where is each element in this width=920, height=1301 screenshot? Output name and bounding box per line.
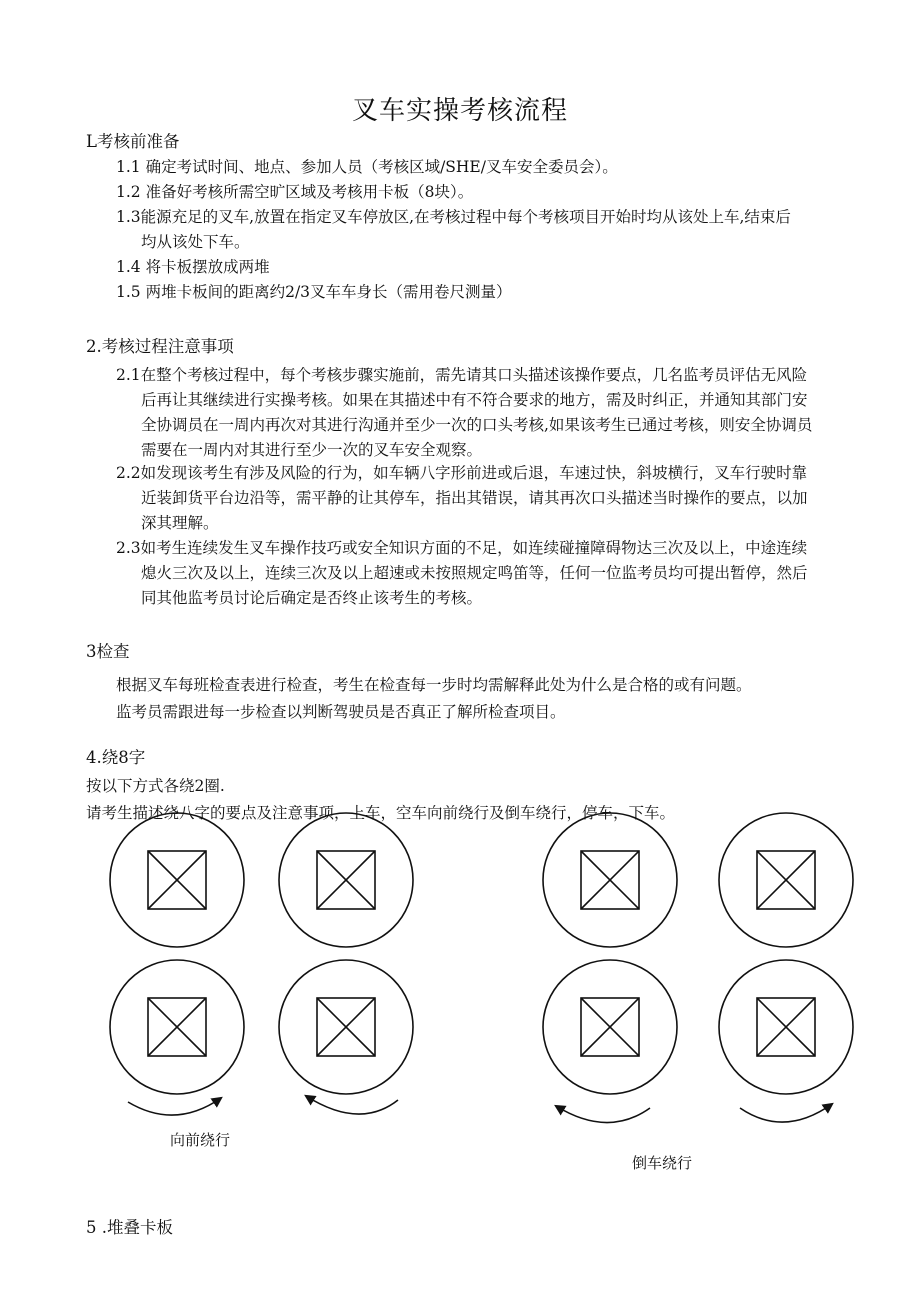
section2-line: 近装卸货平台边沿等，需平静的让其停车，指出其错误，请其再次口头描述当时操作的要点，以加 [141, 489, 808, 507]
section2-line: 同其他监考员讨论后确定是否终止该考生的考核。 [141, 589, 483, 607]
pallet-stack-reverse-left [543, 813, 677, 1094]
section2-line: 熄火三次及以上，连续三次及以上超速或未按照规定鸣笛等，任何一位监考员均可提出暂停，然后 [141, 564, 808, 582]
section1-heading: L考核前准备 [86, 132, 180, 151]
pallet-stack-forward-right [279, 813, 413, 1094]
section1-item: 1.1 确定考试时间、地点、参加人员（考核区域/SHE/叉车安全委员会）。 [116, 158, 618, 176]
section1-item: 1.2 准备好考核所需空旷区域及考核用卡板（8块）。 [116, 183, 474, 201]
section2-line: 2.1在整个考核过程中，每个考核步骤实施前，需先请其口头描述该操作要点，几名监考员评估无风险 [116, 366, 808, 384]
section2-line: 2.3如考生连续发生叉车操作技巧或安全知识方面的不足，如连续碰撞障碍物达三次及以上，中途连续 [116, 539, 808, 557]
section2-line: 深其理解。 [141, 514, 219, 532]
caption-reverse: 倒车绕行 [632, 1154, 693, 1172]
reverse-arrow-left-icon [556, 1106, 650, 1123]
section1-item: 1.5 两堆卡板间的距离约2/3叉车车身长（需用卷尺测量） [116, 283, 512, 301]
caption-forward: 向前绕行 [170, 1131, 231, 1149]
pallet-stack-reverse-right [719, 813, 853, 1094]
section2-line: 需要在一周内对其进行至少一次的叉车安全观察。 [141, 441, 483, 459]
section4-line: 按以下方式各绕2圈. [86, 777, 225, 795]
section1-item: 均从该处下车。 [141, 233, 250, 251]
forward-arrow-right-icon [128, 1098, 221, 1115]
document-title: 叉车实操考核流程 [351, 96, 568, 126]
section3-heading: 3检查 [86, 642, 130, 661]
section2-line: 后再让其继续进行实操考核。如果在其描述中有不符合要求的地方，需及时纠正，并通知其部门安 [141, 391, 808, 409]
pallet-stack-forward-left [110, 813, 244, 1094]
section2-heading: 2.考核过程注意事项 [86, 337, 234, 356]
section3-line: 根据叉车每班检查表进行检查，考生在检查每一步时均需解释此处为什么是合格的或有问题。 [116, 676, 752, 694]
section1-item: 1.4 将卡板摆放成两堆 [116, 258, 270, 276]
forward-arrow-left-icon [306, 1096, 398, 1114]
section1-item: 1.3能源充足的叉车,放置在指定叉车停放区,在考核过程中每个考核项目开始时均从该处上车,结束后 [116, 208, 791, 226]
section5-heading: 5 .堆叠卡板 [86, 1218, 173, 1237]
section2-line: 全协调员在一周内再次对其进行沟通并至少一次的口头考核,如果该考生已通过考核，则安全协调员 [141, 416, 813, 434]
section4-line: 请考生描述绕八字的要点及注意事项，上车，空车向前绕行及倒车绕行，停车，下车。 [86, 804, 676, 822]
reverse-arrow-right-icon [740, 1104, 832, 1122]
section3-line: 监考员需跟进每一步检查以判断驾驶员是否真正了解所检查项目。 [116, 703, 566, 721]
section2-line: 2.2如发现该考生有涉及风险的行为，如车辆八字形前进或后退，车速过快，斜坡横行，叉车行驶时靠 [116, 464, 808, 482]
section4-heading: 4.绕8字 [86, 748, 146, 767]
